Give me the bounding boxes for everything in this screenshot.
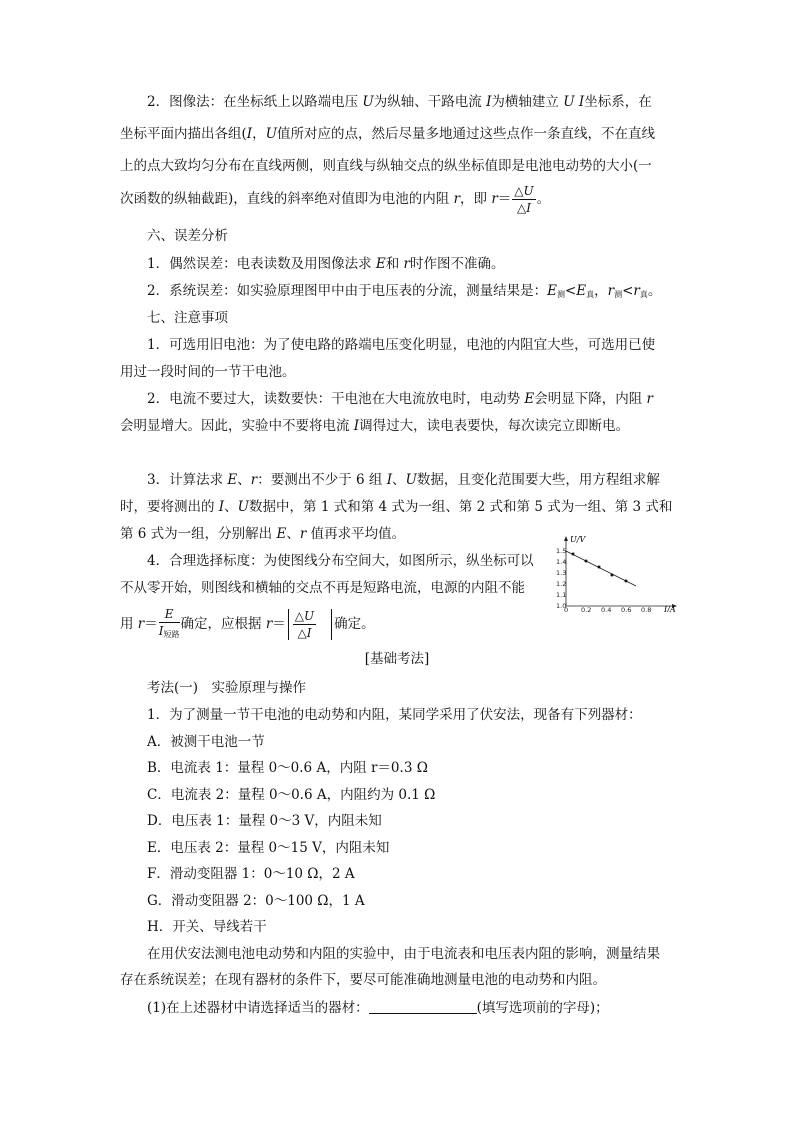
fraction-numerator: E (159, 607, 180, 623)
subscript: 短路 (163, 630, 180, 639)
text: 、 (286, 526, 300, 542)
text: 2．电流不要过大，读数要快：干电池在大电流放电时，电动势 (147, 391, 525, 407)
data-point (611, 574, 614, 577)
fraction-denominator: △I (297, 626, 312, 640)
text: 和 (385, 256, 404, 272)
text: 会明显增大。因此，实验中不要将电流 (120, 418, 354, 434)
note2-line-1 (147, 393, 653, 407)
text: < (622, 283, 634, 299)
subscript: 测 (614, 290, 623, 299)
option-e: E．电压表 2：量程 0～15 V，内阻未知 (147, 840, 390, 856)
x-tick-label: 0.4 (601, 606, 612, 612)
y-axis-label: U/V (570, 535, 586, 544)
data-point (625, 580, 628, 583)
option-b: B．电流表 1：量程 0～0.6 A，内阻 r＝0.3 Ω (147, 760, 428, 776)
var-r: r (646, 391, 654, 407)
text: < (564, 283, 577, 299)
fraction-denominator (159, 623, 180, 642)
text: 数据，且变化范围要大些，用方程组求解 (416, 472, 660, 488)
method-heading: 考法(一) 实验原理与操作 (147, 680, 307, 696)
text: 、 (224, 499, 238, 515)
text: 。 (536, 191, 551, 207)
sub-question-1 (147, 1001, 609, 1016)
note3-line-3 (120, 528, 405, 542)
text: ＝ (272, 616, 286, 632)
data-point (572, 553, 575, 556)
var-r: r (453, 191, 461, 207)
absolute-value (288, 609, 332, 640)
text: 坐标平面内描出各组( (120, 126, 247, 142)
text: ，即 (460, 191, 492, 207)
var-E: E (375, 256, 386, 272)
option-d: D．电压表 1：量程 0～3 V，内阻未知 (147, 813, 382, 829)
section7-heading: 七、注意事项 (147, 310, 228, 326)
var-I: I (386, 472, 393, 488)
text: 2．系统误差：如实验原理图甲中由于电压表的分流，测量结果是： (147, 283, 548, 299)
text: 调得过大，读电表要快，每次读完立即断电。 (359, 418, 630, 434)
text: 会明显下降，内阻 (534, 391, 647, 407)
x-tick-label: 0.8 (641, 606, 652, 612)
var-r: r (299, 526, 307, 542)
var-I: I (218, 499, 225, 515)
answer-blank[interactable] (369, 1001, 477, 1014)
fraction-numerator: △U (514, 184, 534, 198)
x-tick-label: 0 (564, 606, 569, 612)
var-r: r (491, 191, 498, 207)
var-r: r (403, 256, 411, 272)
text: 值再求平均值。 (306, 526, 406, 542)
x-tick-label: 0.2 (581, 606, 592, 612)
x-tick-label: 0.6 (621, 606, 632, 612)
text: 为纵轴、干路电流 (373, 94, 487, 110)
text: ， (594, 283, 608, 299)
note4-line-1: 4．合理选择标度：为使图线分布空间大，如图所示，纵坐标可以 (147, 553, 534, 569)
var-r: r (265, 616, 273, 632)
text: 坐标系，在 (584, 94, 652, 110)
paragraph-line-1: 在用伏安法测电池电动势和内阻的实验中，由于电流表和电压表内阻的影响，测量结果 (147, 946, 660, 962)
option-h: H．开关、导线若干 (147, 919, 267, 935)
fraction-E-Ishort (159, 607, 180, 642)
fraction-dU-dI (293, 609, 316, 640)
option-f: F．滑动变阻器 1：0～10 Ω，2 A (147, 866, 355, 882)
text: 次函数的纵轴截距)，直线的斜率绝对值即为电池的内阻 (120, 191, 454, 207)
y-axis-arrow (564, 536, 568, 541)
paragraph-line-2: 存在系统误差；在现有器材的条件下，要尽可能准确地测量电池的电动势和内阻。 (120, 972, 606, 988)
fraction-dU-dI (512, 184, 535, 215)
var-U: U (563, 94, 575, 110)
var-I: I (246, 126, 253, 142)
var-U: U (405, 472, 417, 488)
text: 数据中，第 1 式和第 4 式为一组、第 2 式和第 5 式为一组、第 3 式和 (249, 499, 673, 515)
subscript: 真 (586, 290, 595, 299)
question-1: 1．为了测量一节干电池的电动势和内阻，某同学采用了伏安法，现备有下列器材： (147, 707, 642, 723)
option-g: G．滑动变阻器 2：0～100 Ω，1 A (147, 893, 365, 909)
text: 确定，应根据 (180, 616, 266, 632)
fraction-denominator: △I (516, 201, 531, 215)
var-I: I (578, 94, 585, 110)
note1-line-1: 1．可选用旧电池：为了使电路的路端电压变化明显，电池的内阻宜大些，可选用已使 (147, 337, 656, 353)
text: 时作图不准确。 (410, 256, 505, 272)
text: 时，要将测出的 (120, 499, 219, 515)
note4-line-2: 不从零开始，则图线和横轴的交点不再是短路电流，电源的内阻不能 (120, 580, 525, 596)
var-r: r (607, 283, 615, 299)
note2-line-2 (120, 420, 629, 434)
text: (填写选项前的字母)； (476, 1000, 609, 1016)
text: (1)在上述器材中请选择适当的器材： (147, 1000, 369, 1016)
var-I: I (486, 94, 492, 110)
fraction-numerator: △U (294, 609, 315, 623)
method2-line-3: 上的点大致均匀分布在直线两侧，则直线与纵轴交点的纵坐标值即是电池电动势的大小(一 (120, 158, 652, 174)
text: 。 (647, 283, 662, 299)
text: 第 6 式为一组，分别解出 (120, 526, 277, 542)
text: 2．图像法：在坐标纸上以路端电压 (147, 94, 363, 110)
y-tick-label: 1.0 (556, 602, 567, 610)
text: 确定。 (334, 616, 375, 632)
option-c: C．电流表 2：量程 0～0.6 A，内阻约为 0.1 Ω (147, 787, 436, 803)
var-r: r (250, 472, 258, 488)
text: 1．偶然误差：电表读数及用图像法求 (147, 256, 376, 272)
u-i-graph (556, 534, 686, 612)
x-axis-label: I/A (664, 605, 676, 612)
var-U: U (362, 94, 374, 110)
var-I: I (353, 418, 360, 434)
var-E: E (576, 283, 587, 299)
y-tick-label: 1.4 (556, 558, 567, 566)
text: 值所对应的点，然后尽量多地通过这些点作一条直线，不在直线 (277, 126, 656, 142)
note4-line-3 (120, 607, 375, 642)
y-tick-label: 1.5 (556, 547, 567, 555)
text: 、 (237, 472, 251, 488)
section6-heading: 六、误差分析 (147, 228, 228, 244)
var-E: E (547, 283, 557, 299)
note3-line-2 (120, 501, 672, 515)
text: ＝ (497, 191, 512, 207)
text: ， (252, 126, 266, 142)
var-E: E (227, 472, 238, 488)
y-tick-label: 1.3 (556, 569, 567, 577)
option-a: A．被测干电池一节 (147, 734, 265, 750)
text: 用 (120, 616, 138, 632)
method2-line-2 (120, 128, 655, 142)
data-point (598, 566, 601, 569)
var-E: E (524, 391, 535, 407)
text: ：要测出不少于 6 组 (257, 472, 387, 488)
method2-line-4 (120, 184, 550, 215)
subscript: 真 (639, 290, 648, 299)
var-E: E (276, 526, 287, 542)
var-U: U (237, 499, 250, 515)
var-r: r (137, 616, 145, 632)
note1-line-2: 用过一段时间的一节干电池。 (120, 364, 296, 380)
y-tick-label: 1.1 (556, 591, 567, 599)
var-I: I (158, 624, 164, 638)
section6-item-1 (147, 258, 505, 272)
text: 、 (392, 472, 406, 488)
text: ＝ (144, 616, 158, 632)
note3-line-1 (147, 474, 660, 488)
section6-item-2 (147, 285, 661, 299)
text: 为横轴建立 (491, 94, 564, 110)
var-r: r (633, 283, 640, 299)
text: 3．计算法求 (147, 472, 228, 488)
subscript: 测 (556, 290, 565, 299)
y-tick-label: 1.2 (556, 580, 567, 588)
var-U: U (265, 126, 278, 142)
data-point (585, 560, 588, 563)
section-title: [基础考法] (364, 651, 430, 667)
method2-line-1 (147, 96, 652, 110)
